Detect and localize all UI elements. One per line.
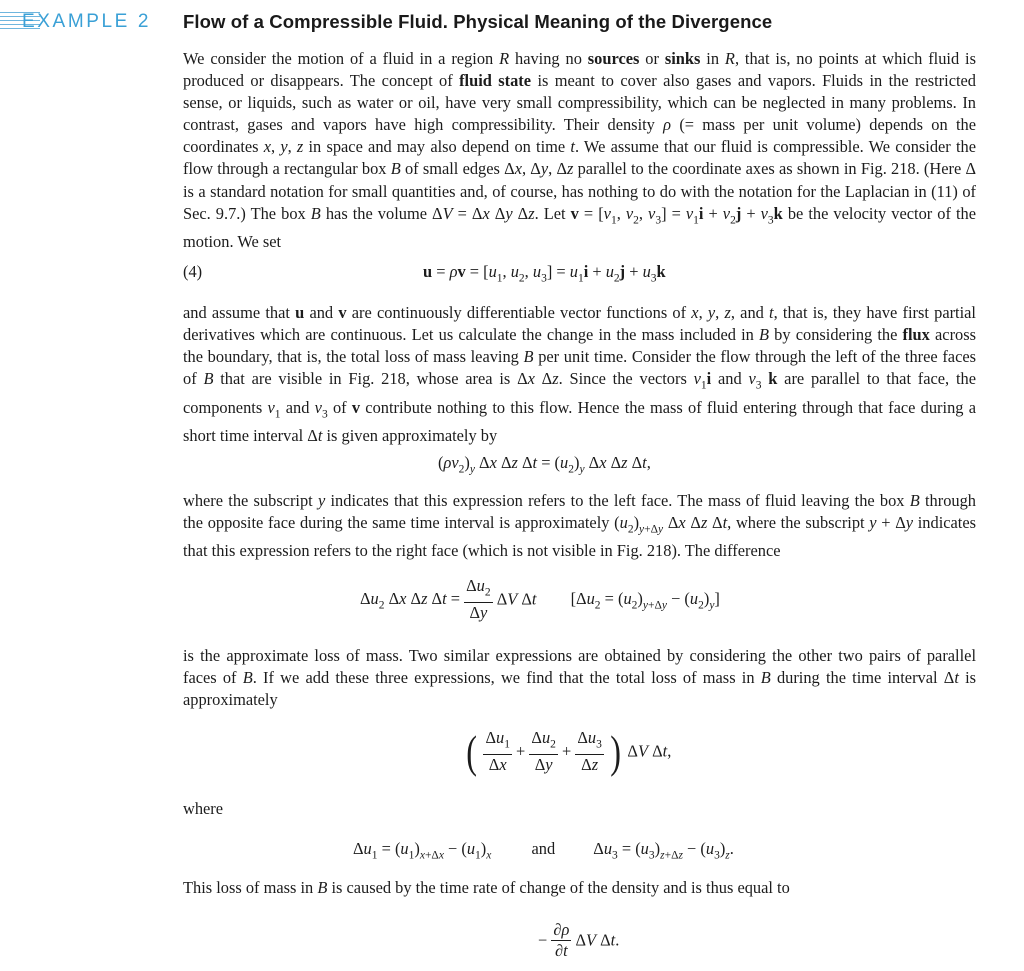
eq-last-rhs: ΔV Δt. (575, 930, 620, 950)
paragraph-flux: and assume that u and v are continuously differentiable vector functions of x, y, z, and t, that is, they have first partial derivatives which are continuous. Let us calculate the change in the mass included in B by considering the flux across the boundary, that is, the total loss of mass leaving B per unit time. Consider the flow through the left of the three faces of B that are visible in Fig. 218, whose area is Δx Δz. Since the vectors $v_1i$ and $v_3$ k are parallel to that face, the components $v_1$ and $v_3$ of v contribute nothing to this flow. Hence the mass of fluid entering through that face during a short time interval Δt is given approximately by (183, 303, 976, 446)
eq-last-minus: − (538, 930, 548, 950)
plus-sign: + (516, 741, 526, 761)
equation-entering-mass: $(\rho v_2)_y$ Δx Δz $\Delta t = (u_2)_y$ Δx Δz Δt, (438, 453, 651, 476)
eq-total-fraction-2 (529, 728, 558, 775)
equation-4: $u = \rho v = [u_1$, $u_2$, $u_3] = u_1i + u_2j + u_3k$ (423, 262, 666, 285)
eq-total-rhs: ΔV Δt, (627, 741, 672, 761)
equation-number: (4) (183, 262, 203, 281)
fraction-numerator: $\Delta u_2$ (529, 728, 558, 755)
fraction-denominator: Δx (488, 755, 507, 775)
example-title: Flow of a Compressible Fluid. Physical Meaning of the Divergence (183, 11, 773, 32)
eq-last-fraction (551, 920, 571, 961)
equation-total-loss (464, 725, 672, 777)
eq-total-fraction-1 (483, 728, 512, 775)
fraction-numerator: $\Delta u_1$ (483, 728, 512, 755)
fraction-denominator: ∂t (555, 941, 568, 960)
fraction-numerator: $\Delta u_2$ (464, 576, 493, 603)
eq-diff-lhs: $\Delta u_2$ Δx Δz Δt = (360, 588, 460, 611)
equation-difference (360, 576, 720, 623)
eq-diff-rhs: ΔV Δt (496, 589, 537, 609)
plus-sign: + (562, 741, 572, 761)
fraction-numerator: $\Delta u_3$ (575, 728, 604, 755)
paragraph-subscript: where the subscript y indicates that this expression refers to the left face. The mass of fluid leaving the box B through the opposite face during the same time interval is approximately $(u_2)_{y+\Delta y}$ Δx Δz Δt, where the subscript y + Δy indicates that this expression refers to the right face (which is not visible in Fig. 218). The difference (183, 491, 977, 561)
right-paren: ) (610, 725, 622, 777)
eq-diff-bracket: $[\Delta u_2 = (u_2)_{y+\Delta y} - (u_2)_y]$ (570, 588, 720, 611)
eq-where-1: $\Delta u_1 = (u_1)_{x+\Delta x} - (u_1)_x$ (353, 839, 492, 862)
paragraph-intro: We consider the motion of a fluid in a region R having no sources or sinks in R, that is, no points at which fluid is produced or disappears. The concept of fluid state is meant to cover also gases and vapors. Fluids in the restricted sense, or liquids, such as water or oil, have very small compressibility, which can be neglected in many problems. In contrast, gases and vapors have high compressibility. Their density ρ (= mass per unit volume) depends on the coordinates x, y, z in space and may also depend on time t. We assume that our fluid is compressible. We consider the flow through a rectangular box B of small edges Δx, Δy, Δz parallel to the coordinate axes as shown in Fig. 218. (Here Δ is a standard notation for small quantities and, of course, has nothing to do with the notation for the Laplacian in (11) of Sec. 9.7.) The box B has the volume ΔV = Δx Δy Δz. Let $v = [v_1$, $v_2$, $v_3] = v_1i + v_2j + v_3k$ be the velocity vector of the motion. We set (183, 49, 976, 252)
fraction-denominator: Δy (534, 755, 553, 775)
paragraph-where: where (183, 799, 224, 818)
left-paren: ( (466, 725, 478, 777)
paragraph-density-rate: This loss of mass in B is caused by the time rate of change of the density and is thus equal to (183, 878, 790, 897)
fraction-numerator: ∂ρ (553, 920, 570, 939)
eq-where-2: $\Delta u_3 = (u_3)_{z+\Delta z} - (u_3)_z$. (593, 839, 734, 862)
paragraph-total-loss: is the approximate loss of mass. Two similar expressions are obtained by considering the other two pairs of parallel faces of B. If we add these three expressions, we find that the total loss of mass in B during the time interval Δt is approximately (183, 646, 977, 710)
eq-where-and: and (531, 839, 556, 858)
fraction-denominator: Δz (581, 755, 599, 775)
eq-total-fraction-3 (575, 728, 604, 775)
eq-diff-fraction (464, 576, 493, 623)
equation-where-definitions (353, 839, 734, 861)
example-label: EXAMPLE 2 (22, 11, 152, 32)
equation-density-rate (538, 920, 619, 961)
fraction-denominator: Δy (469, 603, 488, 623)
